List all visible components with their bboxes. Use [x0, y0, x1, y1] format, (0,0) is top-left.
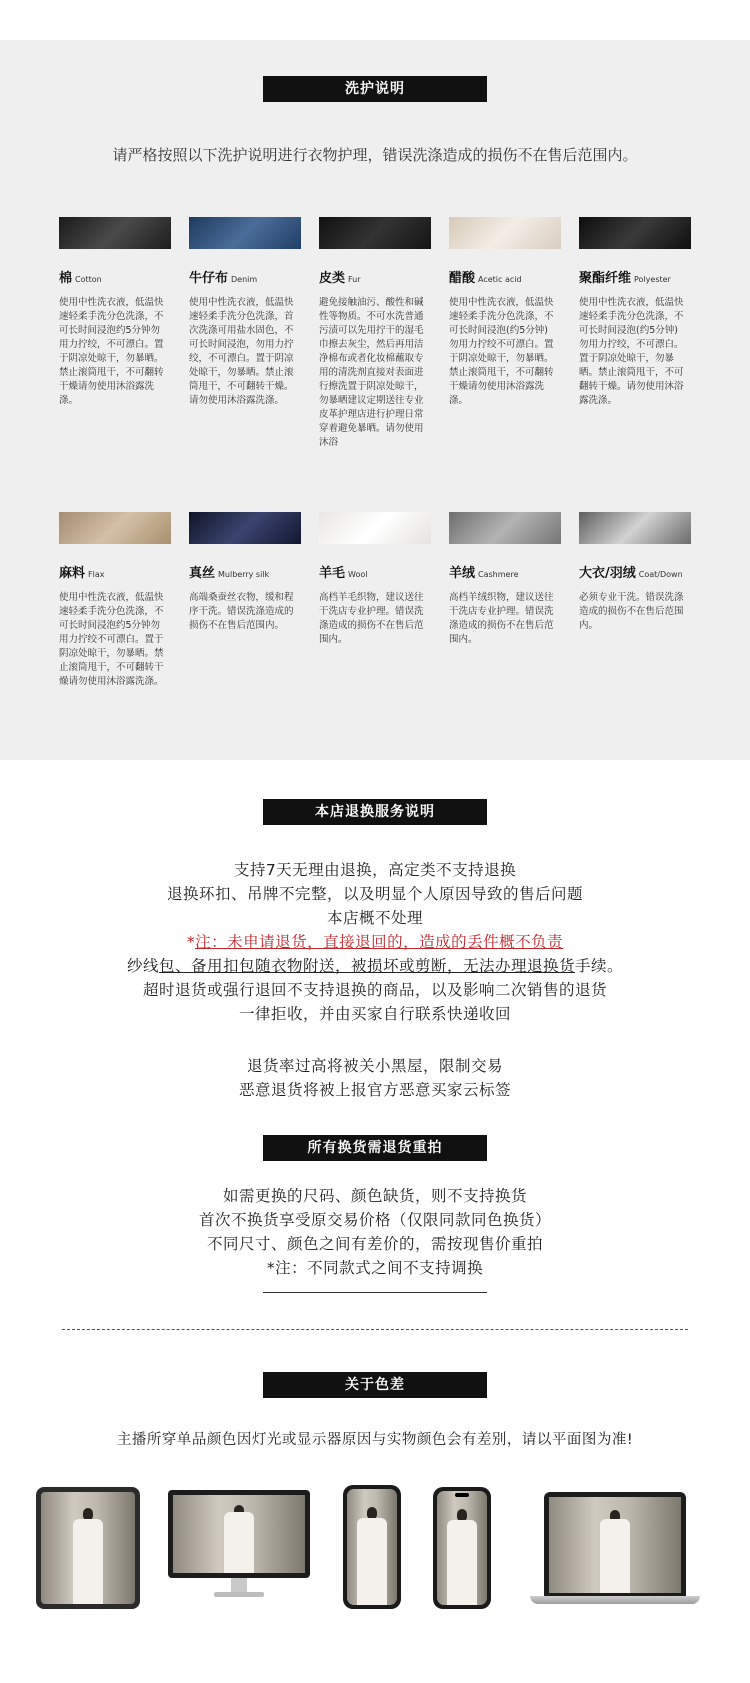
- divider-dashed: [62, 1329, 688, 1330]
- color-diff-title: 关于色差: [263, 1372, 487, 1398]
- fabric-name: 聚酯纤维 Polyester: [579, 271, 671, 286]
- fabric-swatch: [579, 512, 691, 544]
- laptop-icon: [530, 1492, 700, 1608]
- fabric-card-polyester: [579, 217, 691, 408]
- exchange-line: 不同尺寸、颜色之间有差价的，需按现售价重拍: [206, 1235, 543, 1253]
- returns-line: 本店概不处理: [326, 909, 423, 927]
- fabric-card-denim: [189, 217, 301, 408]
- fabric-name: 羊毛 Wool: [319, 566, 368, 581]
- divider-solid: [263, 1292, 487, 1293]
- fabric-desc: 高端桑蚕丝衣物，缓和程序干洗。错误洗涤造成的损伤不在售后范围内。: [189, 592, 294, 631]
- fabric-card-acetic: [449, 217, 561, 408]
- care-title: 洗护说明: [263, 76, 487, 102]
- fabric-desc: 必须专业干洗。错误洗涤造成的损伤不在售后范围内。: [579, 592, 684, 631]
- fabric-name: 棉 Cotton: [59, 271, 102, 286]
- fabric-swatch: [449, 512, 561, 544]
- returns-line: 恶意退货将被上报官方恶意买家云标签: [238, 1081, 511, 1099]
- phone-icon: [433, 1487, 491, 1609]
- fabric-name: 皮类 Fur: [319, 271, 361, 286]
- fabric-desc: 使用中性洗衣液，低温快速轻柔手洗分色洗涤，不可长时间浸泡约5分钟勿用力拧绞不可漂白。置于阴凉处晾干，勿暴晒。禁止滚筒甩干，不可翻转干燥请勿使用沐浴露洗涤。: [59, 592, 164, 687]
- exchange-line: *注：不同款式之间不支持调换: [266, 1259, 484, 1277]
- fabric-swatch: [319, 217, 431, 249]
- fabric-card-coat-down: [579, 512, 691, 633]
- fabric-swatch: [319, 512, 431, 544]
- fabric-desc: 高档羊绒织物，建议送往干洗店专业护理。错误洗涤造成的损伤不在售后范围内。: [449, 592, 554, 645]
- fabric-name: 真丝 Mulberry silk: [189, 566, 270, 581]
- fabric-swatch: [189, 512, 301, 544]
- returns-underline-line: 纱线包、备用扣包随衣物附送，被损坏或剪断，无法办理退换货手续。: [126, 957, 624, 975]
- fabric-name: 醋酸 Acetic acid: [449, 271, 522, 286]
- returns-line: 退货率过高将被关小黑屋，限制交易: [246, 1057, 503, 1075]
- returns-line: 超时退货或强行退回不支持退换的商品，以及影响二次销售的退货: [142, 981, 607, 999]
- returns-note: *注：未申请退货，直接退回的，造成的丢件概不负责: [186, 933, 564, 951]
- fabric-swatch: [59, 217, 171, 249]
- fabric-desc: 避免接触油污、酸性和碱性等物质。不可水洗普通污渍可以先用拧干的湿毛巾擦去灰尘，然后再用洁净棉布或者化妆棉蘸取专用的清洗剂直接对表面进行擦洗置于阴凉处晾干，勿暴晒建议定期送往专业皮革护理店进行护理日常穿着避免暴晒。请勿使用沐浴: [319, 297, 424, 448]
- fabric-card-cashmere: [449, 512, 561, 647]
- fabric-swatch: [59, 512, 171, 544]
- fabric-name: 大衣/羽绒 Coat/Down: [579, 566, 683, 581]
- fabric-card-flax: [59, 512, 171, 689]
- fabric-name: 羊绒 Cashmere: [449, 566, 519, 581]
- fabric-card-silk: [189, 512, 301, 633]
- exchange-line: 如需更换的尺码、颜色缺货，则不支持换货: [222, 1187, 527, 1205]
- fabric-desc: 使用中性洗衣液，低温快速轻柔手洗分色洗涤，不可长时间浸泡(约5分钟)勿用力拧绞不可漂白。置于阴凉处晾干，勿暴晒。禁止滚筒甩干，不可翻转干燥请勿使用沐浴露洗涤。: [449, 297, 554, 406]
- returns-line: 退换环扣、吊牌不完整，以及明显个人原因导致的售后问题: [166, 885, 583, 903]
- fabric-card-wool: [319, 512, 431, 647]
- returns-line: 一律拒收，并由买家自行联系快递收回: [238, 1005, 511, 1023]
- exchange-line: 首次不换货享受原交易价格（仅限同款同色换货）: [198, 1211, 551, 1229]
- fabric-desc: 使用中性洗衣液，低温快速轻柔手洗分色洗涤，不可长时间浸泡约5分钟勿用力拧绞，不可漂白。置于阴凉处晾干，勿暴晒。禁止滚筒甩干，不可翻转干燥请勿使用沐浴露洗涤。: [59, 297, 164, 406]
- fabric-card-cotton: [59, 217, 171, 408]
- fabric-name: 麻料 Flax: [59, 566, 105, 581]
- fabric-card-fur: [319, 217, 431, 494]
- desktop-monitor-icon: [168, 1490, 310, 1602]
- fabric-name: 牛仔布 Denim: [189, 271, 258, 286]
- returns-title: 本店退换服务说明: [263, 799, 487, 825]
- fabric-swatch: [449, 217, 561, 249]
- exchange-title: 所有换货需退货重拍: [263, 1135, 487, 1161]
- fabric-swatch: [189, 217, 301, 249]
- fabric-desc: 高档羊毛织物，建议送往干洗店专业护理。错误洗涤造成的损伤不在售后范围内。: [319, 592, 424, 645]
- color-diff-text: 主播所穿单品颜色因灯光或显示器原因与实物颜色会有差别，请以平面图为准!: [116, 1432, 634, 1448]
- fabric-desc: 使用中性洗衣液，低温快速轻柔手洗分色洗涤，首次洗涤可用盐水固色，不可长时间浸泡，勿用力拧绞，不可漂白。置于阴凉处晾干，勿暴晒。禁止滚筒甩干，不可翻转干燥。请勿使用沐浴露洗涤。: [189, 297, 294, 406]
- tablet-icon: [36, 1487, 140, 1609]
- phone-icon: [343, 1485, 401, 1609]
- fabric-desc: 使用中性洗衣液，低温快速轻柔手洗分色洗涤，不可长时间浸泡(约5分钟)勿用力拧绞，不可漂白。置于阴凉处晾干，勿暴晒。禁止滚筒甩干，不可翻转干燥。请勿使用沐浴露洗涤。: [579, 297, 684, 406]
- fabric-swatch: [579, 217, 691, 249]
- care-section: [0, 40, 750, 760]
- care-intro: 请严格按照以下洗护说明进行衣物护理，错误洗涤造成的损伤不在售后范围内。: [112, 146, 638, 164]
- returns-line: 支持7天无理由退换，高定类不支持退换: [233, 861, 517, 879]
